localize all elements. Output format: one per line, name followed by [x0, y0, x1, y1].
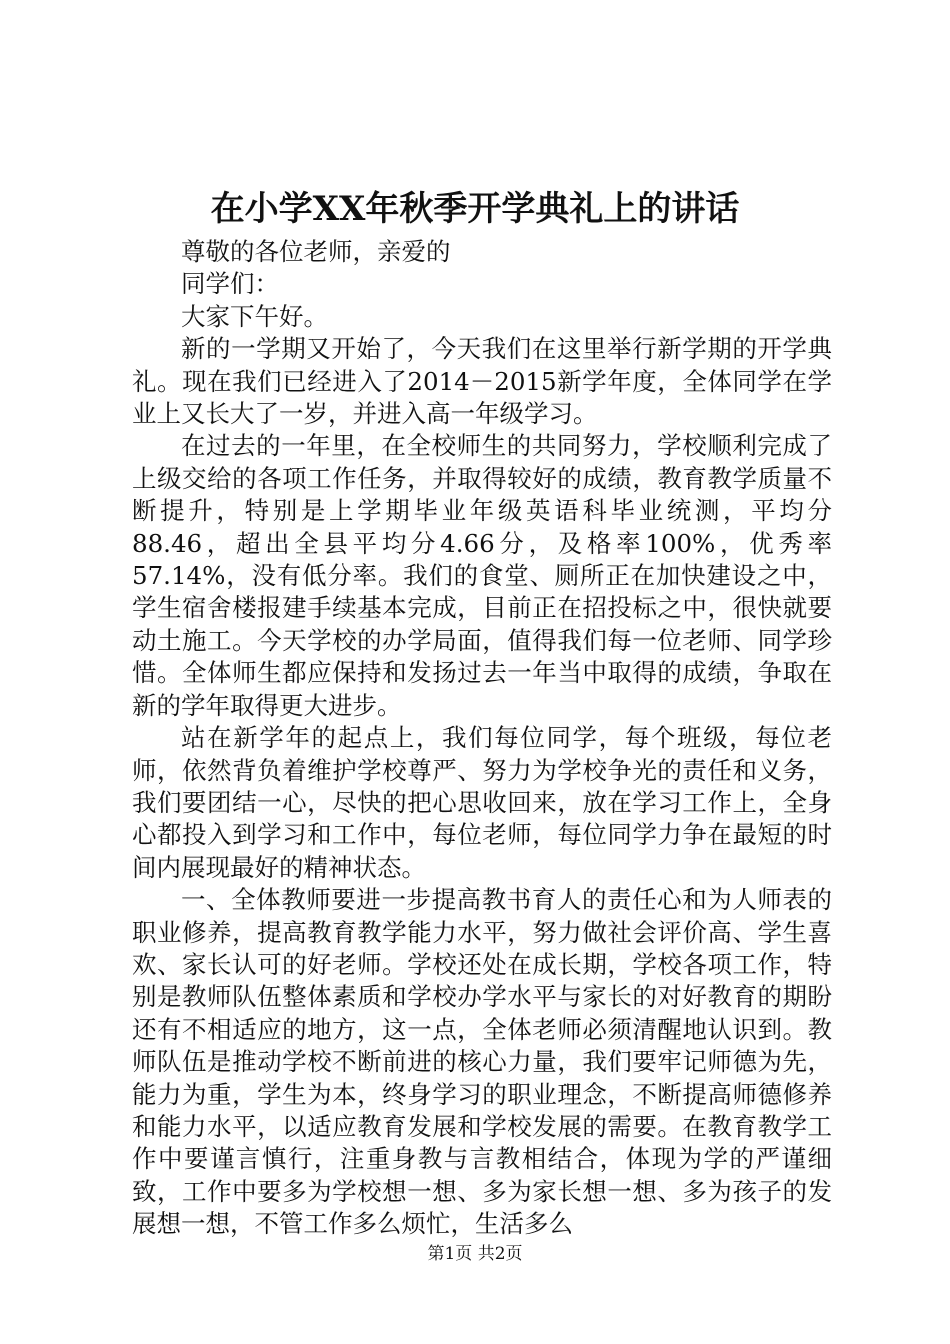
paragraph-greeting: 大家下午好。	[181, 301, 328, 331]
paragraph-salutation-1: 尊敬的各位老师，亲爱的	[181, 237, 451, 266]
paragraph-intro: 新的一学期又开始了，今天我们在这里举行新学期的开学典礼。现在我们已经进入了2014－2015新学年度，全体同学在学业上又长大了一岁，并进入高一年级学习。	[132, 334, 832, 429]
document-body	[132, 236, 832, 1241]
paragraph-new-year: 站在新学年的起点上，我们每位同学，每个班级，每位老师，依然背负着维护学校尊严、努力为学校争光的责任和义务，我们要团结一心，尽快的把心思收回来，放在学习工作上，全身心都投入到学习和工作中，每位老师，每位同学力争在最短的时间内展现最好的精神状态。	[132, 723, 832, 882]
paragraph-point-one: 一、全体教师要进一步提高教书育人的责任心和为人师表的职业修养，提高教育教学能力水平，努力做社会评价高、学生喜欢、家长认可的好老师。学校还处在成长期，学校各项工作，特别是教师队伍整体素质和学校办学水平与家长的对好教育的期盼还有不相适应的地方，这一点，全体老师必须清醒地认识到。教师队伍是推动学校不断前进的核心力量，我们要牢记师德为先，能力为重，学生为本，终身学习的职业理念，不断提高师德修养和能力水平，以适应教育发展和学校发展的需要。在教育教学工作中要谨言慎行，注重身教与言教相结合，体现为学的严谨细致，工作中要多为学校想一想、多为家长想一想、多为孩子的发展想一想，不管工作多么烦忙，生活多么	[132, 885, 832, 1239]
paragraph-salutation-2: 同学们：	[181, 269, 279, 299]
document-title: 在小学XX年秋季开学典礼上的讲话	[210, 189, 740, 229]
page-number-footer: 第1页 共2页	[427, 1244, 523, 1264]
paragraph-review: 在过去的一年里，在全校师生的共同努力，学校顺利完成了上级交给的各项工作任务，并取得较好的成绩，教育教学质量不断提升，特别是上学期毕业年级英语科毕业统测，平均分88.46，超出全县平均分4.66分，及格率100%，优秀率57.14%，没有低分率。我们的食堂、厕所正在加快建设之中，学生宿舍楼报建手续基本完成，目前正在招投标之中，很快就要动土施工。今天学校的办学局面，值得我们每一位老师、同学珍惜。全体师生都应保持和发扬过去一年当中取得的成绩，争取在新的学年取得更大进步。	[132, 431, 832, 720]
